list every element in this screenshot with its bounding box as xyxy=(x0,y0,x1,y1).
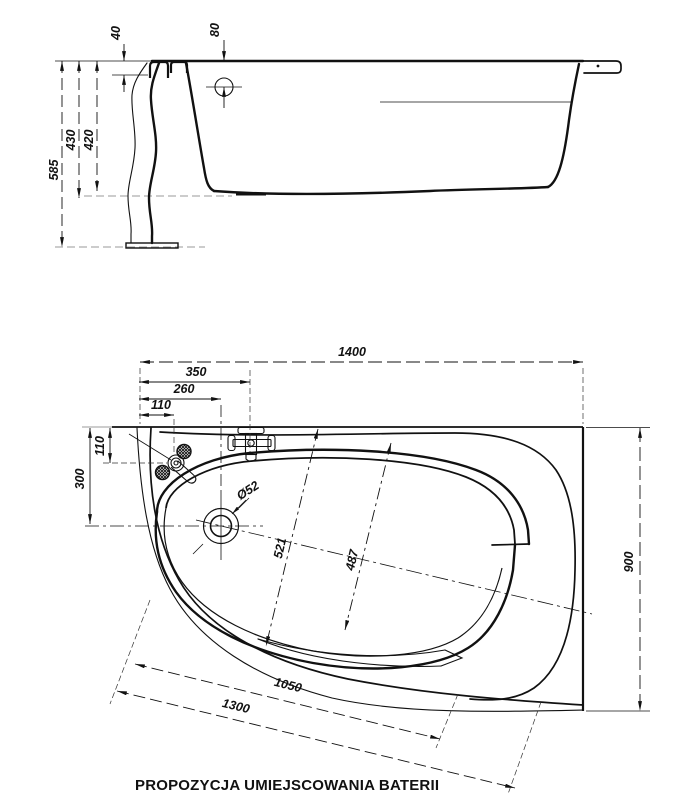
dim-line-1300 xyxy=(117,691,515,788)
dim-line-487 xyxy=(342,443,391,630)
faucet-handle-left xyxy=(228,436,235,451)
dim-label-110h: 110 xyxy=(151,398,171,412)
mount-hole-2 xyxy=(156,466,170,480)
dim-line-1050 xyxy=(135,664,440,739)
dim-label-585: 585 xyxy=(47,159,61,181)
faucet-body xyxy=(246,434,257,455)
leg-outline-front xyxy=(128,63,147,243)
dim-label-1050: 1050 xyxy=(272,675,304,696)
tub-right-wall xyxy=(548,64,579,187)
drain-tick-1 xyxy=(193,544,203,554)
dim-label-1400: 1400 xyxy=(338,345,366,359)
caption: PROPOZYCJA UMIEJSCOWANIA BATERII xyxy=(135,777,440,794)
knob-center xyxy=(174,461,178,465)
drain-diameter-leader xyxy=(232,500,246,514)
dim-label-521: 521 xyxy=(270,536,290,560)
basin-top-edge xyxy=(157,450,529,544)
dim-label-drain-diameter: Ø52 xyxy=(234,478,262,503)
dim-label-420: 420 xyxy=(82,129,96,151)
backrest-step xyxy=(492,544,529,545)
dim-label-110v: 110 xyxy=(93,436,107,456)
tub-left-wall xyxy=(186,63,214,191)
leg-hook-2 xyxy=(171,62,187,73)
side-view xyxy=(47,23,621,248)
faucet-hub xyxy=(248,440,254,446)
ext-bottom-right-1 xyxy=(436,694,458,748)
ext-bottom-left xyxy=(110,600,150,704)
dim-label-430: 430 xyxy=(64,129,78,151)
diagonal-centerline xyxy=(196,520,592,614)
mount-hole-1 xyxy=(177,445,191,459)
basin-top-inner-edge xyxy=(166,458,515,544)
dim-label-900: 900 xyxy=(622,551,636,573)
dim-label-300: 300 xyxy=(73,468,87,490)
leg-outline-back xyxy=(149,63,159,243)
basin-bottom-inner-edge xyxy=(164,508,502,656)
plan-view xyxy=(73,345,650,794)
dim-label-260: 260 xyxy=(173,382,195,396)
dim-label-40: 40 xyxy=(109,26,123,40)
ext-bottom-right-2 xyxy=(508,702,541,794)
dim-line-521 xyxy=(266,429,318,646)
dim-label-1300: 1300 xyxy=(220,696,252,717)
tab-screw-dot xyxy=(597,65,600,68)
dim-label-487: 487 xyxy=(342,548,362,572)
faucet-flange xyxy=(238,428,264,434)
seat-upper-arc xyxy=(258,639,445,656)
right-mount-tab xyxy=(583,61,621,73)
dim-label-80: 80 xyxy=(208,23,222,37)
faucet-crossbar xyxy=(233,440,271,447)
basin-bottom-edge xyxy=(156,512,515,668)
dim-label-350: 350 xyxy=(185,365,207,379)
